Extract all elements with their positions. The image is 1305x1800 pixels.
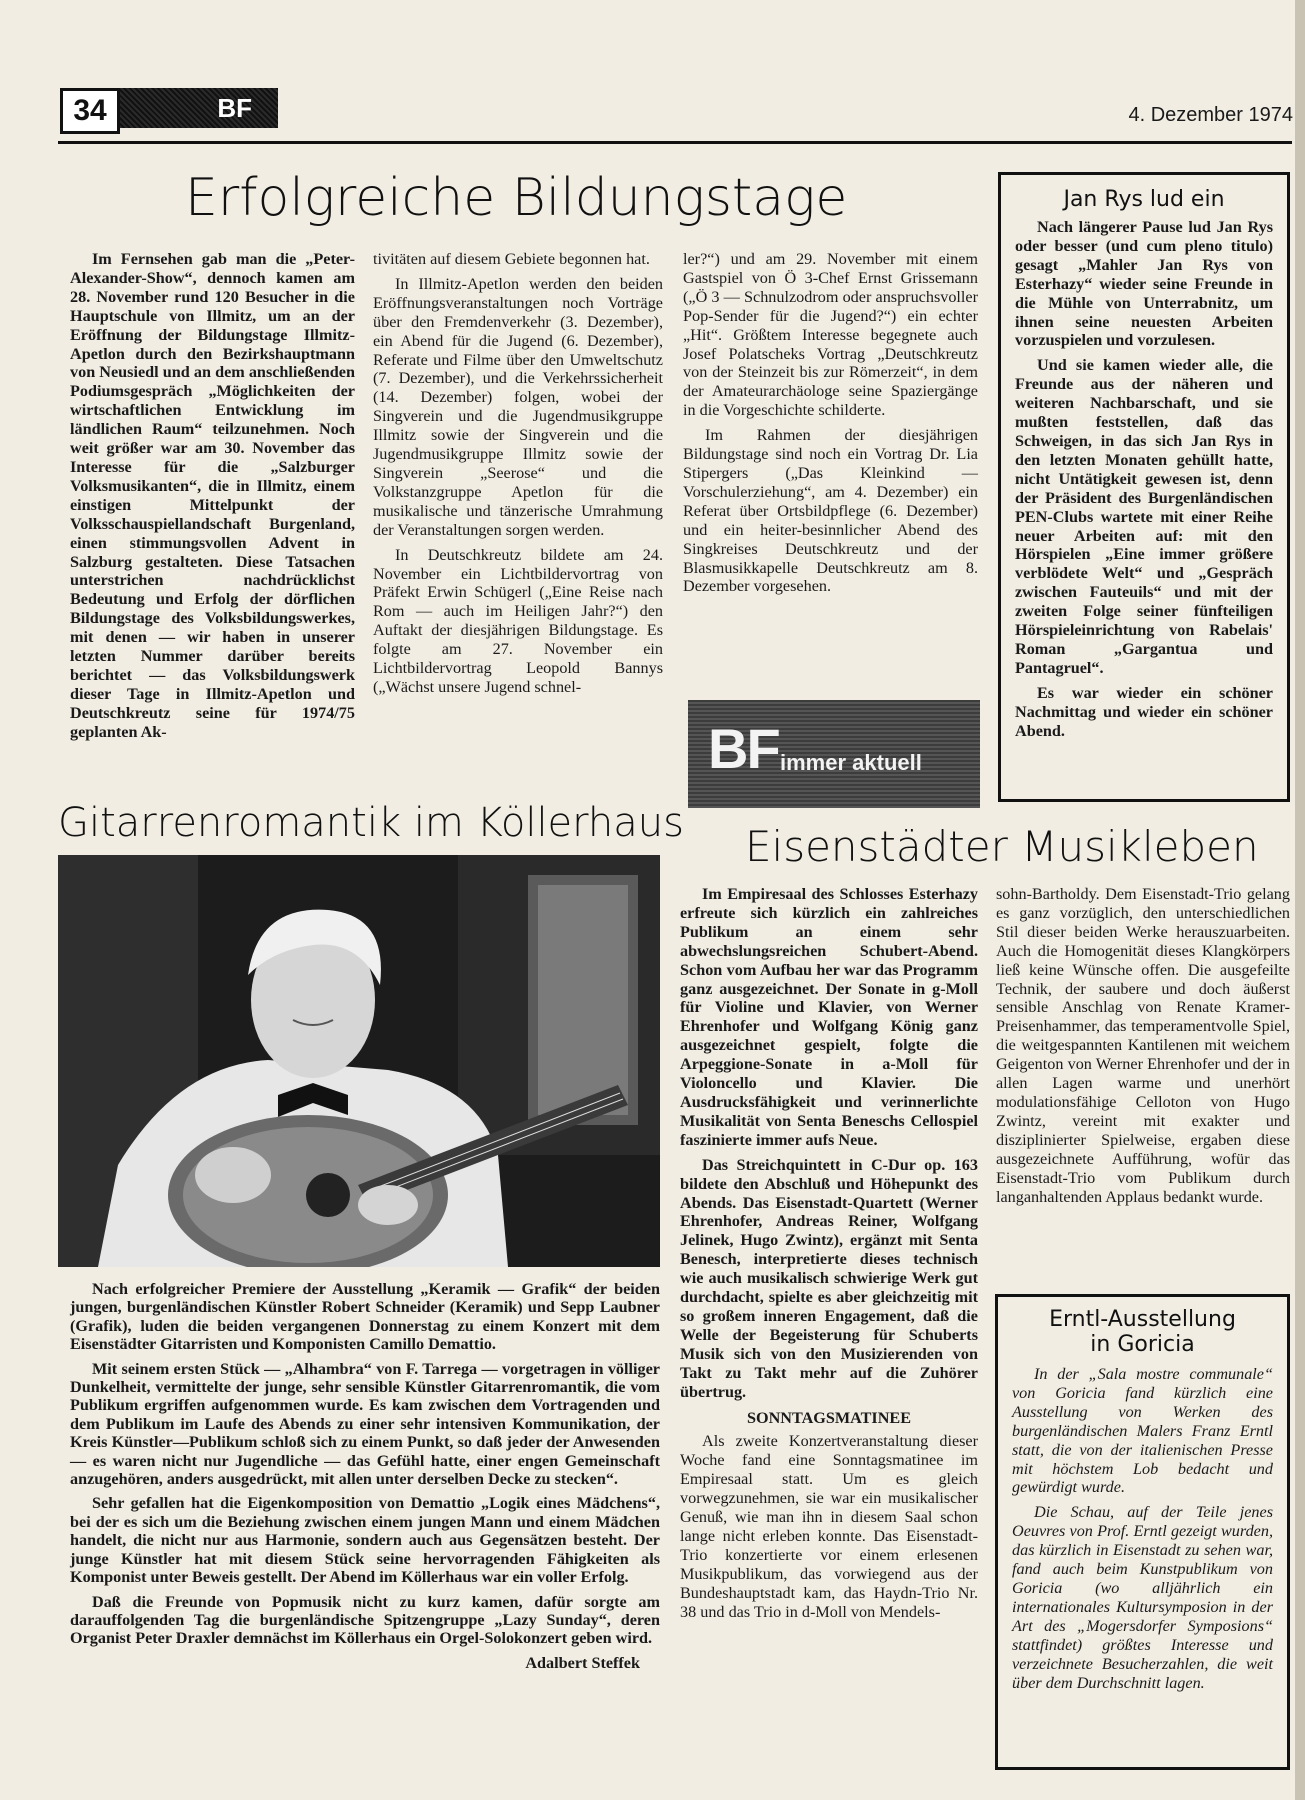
paragraph: Im Fernsehen gab man die „Peter-Alexander-Show“, dennoch kamen am 28. November rund 120 Besucher in die Hauptschule von Illmitz, um an der Eröffnung der Bildungstage Illmitz-Apetlon durch den Bezirkshauptmann von Neusiedl und an dem anschließenden Podiumsgespräch „Möglichkeiten der wirtschaftlichen Entwicklung im ländlichen Raum“ teilzunehmen. Noch weit größer war am 30. November das Interesse für die „Salzburger Volksmusikanten“, die in Illmitz, einem einstigen Mittelpunkt der Volksschauspiellandschaft Burgenland, einen stimmungsvollen Advent in Salzburg gestalteten. Diese Tatsachen unterstrichen nachdrücklichst Bedeutung und Erfolg der dörflichen Bildungstage des Volksbildungswerkes, mit denen — wir haben in unserer letzten Nummer darüber bereits berichtet — das Volksbildungswerk dieser Tage in Illmitz-Apetlon und Deutschkreutz seine für 1974/75 geplanten Ak-: [70, 250, 355, 741]
article-title-gitarrenromantik: Gitarrenromantik im Köllerhaus: [58, 800, 684, 846]
photo-graphic: [58, 855, 660, 1267]
sidebar-jan-rys: [998, 172, 1290, 802]
paragraph: In Illmitz-Apetlon werden den beiden Eröffnungsveranstaltungen noch Vorträge über den Fremdenverkehr (3. Dezember), ein Abend für die Jugend (6. Dezember), Referate und Filme über den Umweltschutz (7. Dezember), und die Verkehrssicherheit (14. Dezember) folgen, wobei der Singverein und die Jugendmusikgruppe Illmitz sowie der Singverein und die Jugendmusikgruppe Illmitz sowie der Singverein „Seerose“ und die Volkstanzgruppe Apetlon für die musikalische und tänzerische Umrahmung der Veranstaltungen sorgen werden.: [373, 274, 663, 539]
paragraph: Nach längerer Pause lud Jan Rys oder besser (und cum pleno titulo) gesagt „Mahler Jan Rys von Esterhazy“ wieder seine Freunde in die Mühle von Unterrabnitz, um ihnen seine neuesten Arbeiten vorzuspielen und vorzulesen.: [1015, 218, 1273, 350]
paragraph: Das Streichquintett in C-Dur op. 163 bildete den Abschluß und Höhepunkt des Abends. Das Eisenstadt-Quartett (Werner Ehrenhofer, Andreas Reiner, Wolfgang Jelinek, Hugo Zwintz), ergänzt mit Senta Benesch, interpretierte dieses technisch wie auch musikalisch schwierige Werk gut durchdacht, spielte es aber gleichzeitig mit so großem inneren Engagement, daß die Welle der Begeisterung für Schuberts Musik sich von den Musizierenden von Takt zu Takt mehr auf die Zuhörer übertrug.: [680, 1155, 978, 1401]
issue-date: 4. Dezember 1974: [1128, 104, 1293, 126]
paragraph: Sehr gefallen hat die Eigenkomposition von Demattio „Logik eines Mädchens“, bei der es sich um die Beziehung zwischen einem jungen Mann und einem Mädchen handelt, die nicht nur aus Harmonie, sondern auch aus Gegensätzen besteht. Der junge Künstler hat mit diesem Stück seine hervorragenden Fähigkeiten als Komponist unter Beweis gestellt. Der Abend im Köllerhaus war ein voller Erfolg.: [70, 1494, 660, 1587]
paragraph: Im Rahmen der diesjährigen Bildungstage sind noch ein Vortrag Dr. Lia Stipergers („Das Kleinkind — Vorschulerziehung“, am 4. Dezember) ein Referat über Ortsbildpflege (6. Dezember) und ein heiter-besinnlicher Abend des Singkreises Deutschkreutz und der Blasmusikkapelle Deutschkreutz am 8. Dezember vorgesehen.: [683, 426, 978, 596]
article-bildungstage-col3: [683, 250, 978, 602]
paragraph: Im Empiresaal des Schlosses Esterhazy erfreute sich kürzlich ein zahlreiches Publikum an einem sehr abwechslungsreichen Schubert-Abend. Schon vom Aufbau her war das Programm ganz ausgezeichnet. Der Sonate in g-Moll für Violine und Klavier, von Werner Ehrenhofer und Wolfgang König ganz ausgezeichnet gespielt, folgte die Arpeggione-Sonate in a-Moll für Violoncello und Klavier. Die Ausdrucksfähigkeit und verinnerlichte Musikalität von Senta Beneschs Cellospiel faszinierte immer aufs Neue.: [680, 885, 978, 1149]
paragraph: Daß die Freunde von Popmusik nicht zu kurz kamen, dafür sorgte am darauffolgenden Tag die burgenländische Spitzengruppe „Lazy Sunday“, deren Organist Peter Draxler demnächst im Köllerhaus ein Orgel-Solokonzert geben wird.: [70, 1592, 660, 1648]
author-byline: Adalbert Steffek: [525, 1653, 640, 1672]
paragraph: ler?“) und am 29. November mit einem Gastspiel von Ö 3-Chef Ernst Grissemann („Ö 3 — Schnulzodrom oder anspruchsvoller Pop-Sender für die Jugend?“) ein echter „Hit“. Größtem Interesse begegnete auch Josef Polatscheks Vortrag „Deutschkreutz von der Steinzeit bis zur Römerzeit“, in dem der Amateurarchäologe seine Spaziergänge in die Vorgeschichte schilderte.: [683, 250, 978, 420]
article-gitarrenromantik-body: [70, 1280, 660, 1672]
article-bildungstage-col1: [70, 250, 355, 748]
article-title-bildungstage: Erfolgreiche Bildungstage: [185, 168, 848, 228]
sidebar-body: [1012, 1365, 1273, 1692]
article-title-musikleben: Eisenstädter Musikleben: [745, 822, 1259, 871]
guitarist-photo: [58, 855, 660, 1267]
paragraph: tivitäten auf diesem Gebiete begonnen hat.: [373, 250, 650, 268]
paragraph: sohn-Bartholdy. Dem Eisenstadt-Trio gelang es ganz vorzüglich, den unterschiedlichen Stil dieser beiden Werke herauszuarbeiten. Auch die Homogenität dieses Klangkörpers ließ keine Wünsche offen. Die ausgefeilte Technik, der saubere und doch äußerst sensible Anschlag von Renate Kramer-Preisenhammer, das temperamentvolle Spiel, die weitgespannten Kantilenen mit weichem Geigenton von Werner Ehrenhofer und der in allen Lagen warme und unerhört modulationsfähige Celloton von Hugo Zwintz, vereint mit exakter und disziplinierter Spielweise, ergaben diese ausgezeichnete Aufführung, wofür das Eisenstadt-Trio vom Publikum durch langanhaltenden Applaus bedankt wurde.: [996, 885, 1290, 1206]
paragraph: Als zweite Konzertveranstaltung dieser Woche fand eine Sonntagsmatinee im Empiresaal statt. Um es gleich vorwegzunehmen, sie war ein musikalischer Genuß, wie man ihn in diesem Saal schon lange nicht erleben konnte. Das Eisenstadt-Trio konzertierte vor einem erlesenen Musikpublikum, das vorwiegend aus der Bundeshauptstadt kam, das Haydn-Trio Nr. 38 und das Trio in d-Moll von Mendels-: [680, 1432, 978, 1621]
sidebar-title: Jan Rys lud ein: [1063, 187, 1225, 212]
advert-logo: BF: [708, 717, 779, 780]
header-rule: [58, 141, 1292, 144]
subheading: SONNTAGSMATINEE: [747, 1409, 911, 1428]
page-edge: [1295, 0, 1305, 1800]
sidebar-erntl: [995, 1294, 1290, 1770]
article-musikleben-col2: [996, 885, 1290, 1212]
paragraph: Mit seinem ersten Stück — „Alhambra“ von F. Tarrega — vorgetragen in völliger Dunkelheit, vermittelte der junge, sehr sensible Künstler Gitarrenromantik, die vom Publikum ergriffen aufgenommen wurde. Es kam zwischen dem Vortragenden und dem Publikum im Laufe des Abends zu einer sehr intensiven Kommunikation, der Kreis Künstler—Publikum schloß sich zu einem Punkt, so daß jeder der Anwesenden — es waren nicht nur Jugendliche — das Gefühl hatte, einer engen Gemeinschaft anzugehören, anders ausgedrückt, mit allen unter derselben Decke zu stecken“.: [70, 1359, 660, 1489]
brand-bar: BF: [120, 88, 278, 128]
paragraph: Nach erfolgreicher Premiere der Ausstellung „Keramik — Grafik“ der beiden jungen, burgenländischen Künstler Robert Schneider (Keramik) und Sepp Laubner (Grafik), luden die beiden vergangenen Donnerstag zu einem Konzert mit dem Eisenstädter Gitarristen und Komponisten Camillo Demattio.: [70, 1280, 660, 1354]
sidebar-body: [1015, 218, 1273, 740]
paragraph: Die Schau, auf der Teile jenes Oeuvres von Prof. Erntl gezeigt wurden, das kürzlich in Eisenstadt zu sehen war, fand auch beim Kunstpublikum von Goricia (wo alljährlich ein internationales Kultursymposion in der Art des „Mogersdorfer Symposions“ stattfindet) größtes Interesse und verzeichnete Besucherzahlen, die weit über dem Durchschnitt lagen.: [1012, 1503, 1273, 1692]
advert-slogan: immer aktuell: [780, 750, 922, 775]
sidebar-title-line1: Erntl-Ausstellung: [1049, 1307, 1236, 1332]
bf-advert: [688, 700, 980, 808]
paragraph: In Deutschkreutz bildete am 24. November ein Lichtbildervortrag von Präfekt Erwin Schügerl („Eine Reise nach Rom — auch im Heiligen Jahr?“) den Auftakt der diesjährigen Bildungstage. Es folgte am 27. November ein Lichtbildervortrag Leopold Bannys („Wächst unsere Jugend schnel-: [373, 545, 663, 696]
page-number: 34: [60, 88, 120, 134]
sidebar-title-line2: in Goricia: [1090, 1332, 1195, 1357]
paragraph: Und sie kamen wieder alle, die Freunde aus der näheren und weiteren Nachbarschaft, und sie mußten feststellen, daß das Schweigen, in das sich Jan Rys in den letzten Monaten gehüllt hatte, nicht Untätigkeit gewesen ist, denn der Präsident des Burgenländischen PEN-Clubs wartete mit einer Reihe neuer Arbeiten auf: mit den Hörspielen „Eine immer größere verblödete Welt“ und „Gespräch zwischen Fauteuils“ und mit der zweiten Folge seiner fünfteiligen Hörspieleinrichtung von Rabelais' Roman „Gargantua und Pantagruel“.: [1015, 356, 1273, 677]
article-musikleben-col1: [680, 885, 978, 1627]
paragraph: Es war wieder ein schöner Nachmittag und wieder ein schöner Abend.: [1015, 683, 1273, 740]
paragraph: In der „Sala mostre communale“ von Goricia fand kürzlich eine Ausstellung von Werken des burgenländischen Malers Franz Erntl statt, die von der italienischen Presse mit höchstem Lob bedacht und gewürdigt wurde.: [1012, 1365, 1273, 1497]
article-bildungstage-col2: [373, 250, 663, 703]
